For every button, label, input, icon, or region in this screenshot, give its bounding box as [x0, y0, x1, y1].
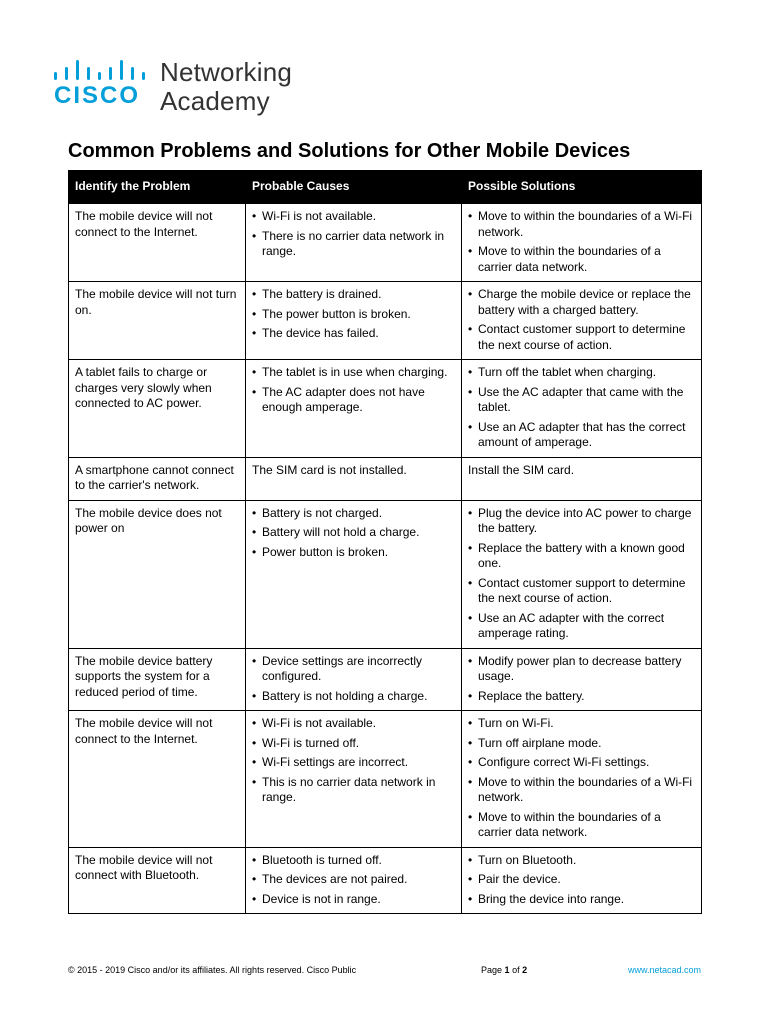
cause-item: • The AC adapter does not have enough amperage.: [252, 385, 455, 416]
causes-list: [252, 716, 455, 806]
solutions-list: [468, 365, 695, 451]
cisco-wordmark: CISCO: [54, 82, 141, 109]
solution-item: • Move to within the boundaries of a carrier data network.: [468, 810, 695, 841]
solution-item: • Turn on Bluetooth.: [468, 853, 695, 869]
cisco-bars-icon: [54, 60, 149, 80]
cause-item: • Wi-Fi is turned off.: [252, 736, 455, 752]
table-row: [69, 457, 702, 500]
cause-item: • There is no carrier data network in range.: [252, 229, 455, 260]
table-row: [69, 282, 702, 360]
solution-item: • Charge the mobile device or replace the battery with a charged battery.: [468, 287, 695, 318]
problem-cell: The mobile device does not power on: [69, 500, 246, 648]
cause-item: • Power button is broken.: [252, 545, 455, 561]
problem-cell: The mobile device will not connect with Bluetooth.: [69, 847, 246, 914]
solution-item: • Move to within the boundaries of a Wi-Fi network.: [468, 209, 695, 240]
table-row: [69, 648, 702, 711]
page-footer: [68, 964, 701, 978]
solution-item: • Turn off the tablet when charging.: [468, 365, 695, 381]
solutions-list: [468, 853, 695, 908]
causes-cell: [246, 847, 462, 914]
problem-cell: The mobile device battery supports the system for a reduced period of time.: [69, 648, 246, 711]
page-current: 1: [504, 965, 510, 975]
problem-cell: The mobile device will not connect to the Internet.: [69, 204, 246, 282]
causes-list: [252, 287, 455, 342]
solution-item: • Modify power plan to decrease battery usage.: [468, 654, 695, 685]
solutions-cell: [462, 648, 702, 711]
problem-cell: A tablet fails to charge or charges very slowly when connected to AC power.: [69, 360, 246, 458]
solution-item: • Plug the device into AC power to charge the battery.: [468, 506, 695, 537]
causes-cell: [246, 500, 462, 648]
solutions-cell: [462, 500, 702, 648]
solution-item: • Use an AC adapter that has the correct amount of amperage.: [468, 420, 695, 451]
causes-cell: [246, 360, 462, 458]
causes-list: [252, 853, 455, 908]
solution-item: • Use an AC adapter with the correct amperage rating.: [468, 611, 695, 642]
solution-item: • Configure correct Wi-Fi settings.: [468, 755, 695, 771]
solutions-cell: [462, 282, 702, 360]
table-row: [69, 500, 702, 648]
academy-name: [160, 58, 292, 116]
page-of: of: [512, 965, 520, 975]
cause-item: • Device settings are incorrectly configured.: [252, 654, 455, 685]
causes-list: [252, 365, 455, 416]
header-causes: Probable Causes: [246, 171, 462, 204]
cause-item: • The device has failed.: [252, 326, 455, 342]
solutions-cell: [462, 360, 702, 458]
causes-cell: [246, 282, 462, 360]
solutions-cell: [462, 204, 702, 282]
cisco-logo-mark: [54, 56, 149, 116]
table-row: [69, 204, 702, 282]
solution-item: • Pair the device.: [468, 872, 695, 888]
academy-name-line2: Academy: [160, 86, 270, 116]
solutions-list: [468, 506, 695, 642]
solutions-cell: [462, 847, 702, 914]
solution-item: • Turn on Wi-Fi.: [468, 716, 695, 732]
cause-item: • Wi-Fi settings are incorrect.: [252, 755, 455, 771]
cause-item: • Bluetooth is turned off.: [252, 853, 455, 869]
solution-item: • Contact customer support to determine the next course of action.: [468, 576, 695, 607]
solutions-cell: Install the SIM card.: [462, 457, 702, 500]
header-problem: Identify the Problem: [69, 171, 246, 204]
cause-item: • The battery is drained.: [252, 287, 455, 303]
cause-item: • The tablet is in use when charging.: [252, 365, 455, 381]
causes-cell: [246, 204, 462, 282]
cisco-networking-academy-logo: [54, 56, 314, 118]
causes-list: [252, 209, 455, 260]
table-row: [69, 360, 702, 458]
solutions-cell: [462, 711, 702, 848]
table-row: [69, 847, 702, 914]
page-label: Page: [481, 965, 503, 975]
cause-item: • Wi-Fi is not available.: [252, 209, 455, 225]
solutions-list: [468, 654, 695, 705]
cause-item: • Battery is not charged.: [252, 506, 455, 522]
solutions-list: [468, 209, 695, 275]
footer-page-number: [481, 964, 527, 976]
page-title: Common Problems and Solutions for Other Mobile Devices: [68, 140, 631, 162]
solutions-list: [468, 287, 695, 353]
cause-item: • Device is not in range.: [252, 892, 455, 908]
causes-list: [252, 654, 455, 705]
causes-list: [252, 506, 455, 561]
cause-item: • The power button is broken.: [252, 307, 455, 323]
solution-item: • Move to within the boundaries of a Wi-Fi network.: [468, 775, 695, 806]
solution-item: • Turn off airplane mode.: [468, 736, 695, 752]
solutions-list: [468, 716, 695, 841]
solution-item: • Contact customer support to determine the next course of action.: [468, 322, 695, 353]
causes-cell: [246, 711, 462, 848]
solution-item: • Bring the device into range.: [468, 892, 695, 908]
cause-item: • This is no carrier data network in range.: [252, 775, 455, 806]
netacad-link[interactable]: www.netacad.com: [627, 965, 701, 975]
page-total: 2: [522, 965, 528, 975]
cause-item: • Battery is not holding a charge.: [252, 689, 455, 705]
problems-solutions-table: [68, 170, 702, 914]
cause-item: • Battery will not hold a charge.: [252, 525, 455, 541]
header-solutions: Possible Solutions: [462, 171, 702, 204]
cause-item: • Wi-Fi is not available.: [252, 716, 455, 732]
problem-cell: A smartphone cannot connect to the carrier's network.: [69, 457, 246, 500]
problem-cell: The mobile device will not turn on.: [69, 282, 246, 360]
solution-item: • Replace the battery with a known good one.: [468, 541, 695, 572]
solution-item: • Replace the battery.: [468, 689, 695, 705]
solution-item: • Use the AC adapter that came with the tablet.: [468, 385, 695, 416]
footer-copyright: © 2015 - 2019 Cisco and/or its affiliates. All rights reserved. Cisco Public: [68, 965, 357, 975]
problem-cell: The mobile device will not connect to the Internet.: [69, 711, 246, 848]
solution-item: • Move to within the boundaries of a carrier data network.: [468, 244, 695, 275]
cause-item: • The devices are not paired.: [252, 872, 455, 888]
causes-cell: [246, 648, 462, 711]
academy-name-line1: Networking: [160, 57, 293, 87]
causes-cell: The SIM card is not installed.: [246, 457, 462, 500]
table-header-row: [69, 171, 702, 204]
table-row: [69, 711, 702, 848]
